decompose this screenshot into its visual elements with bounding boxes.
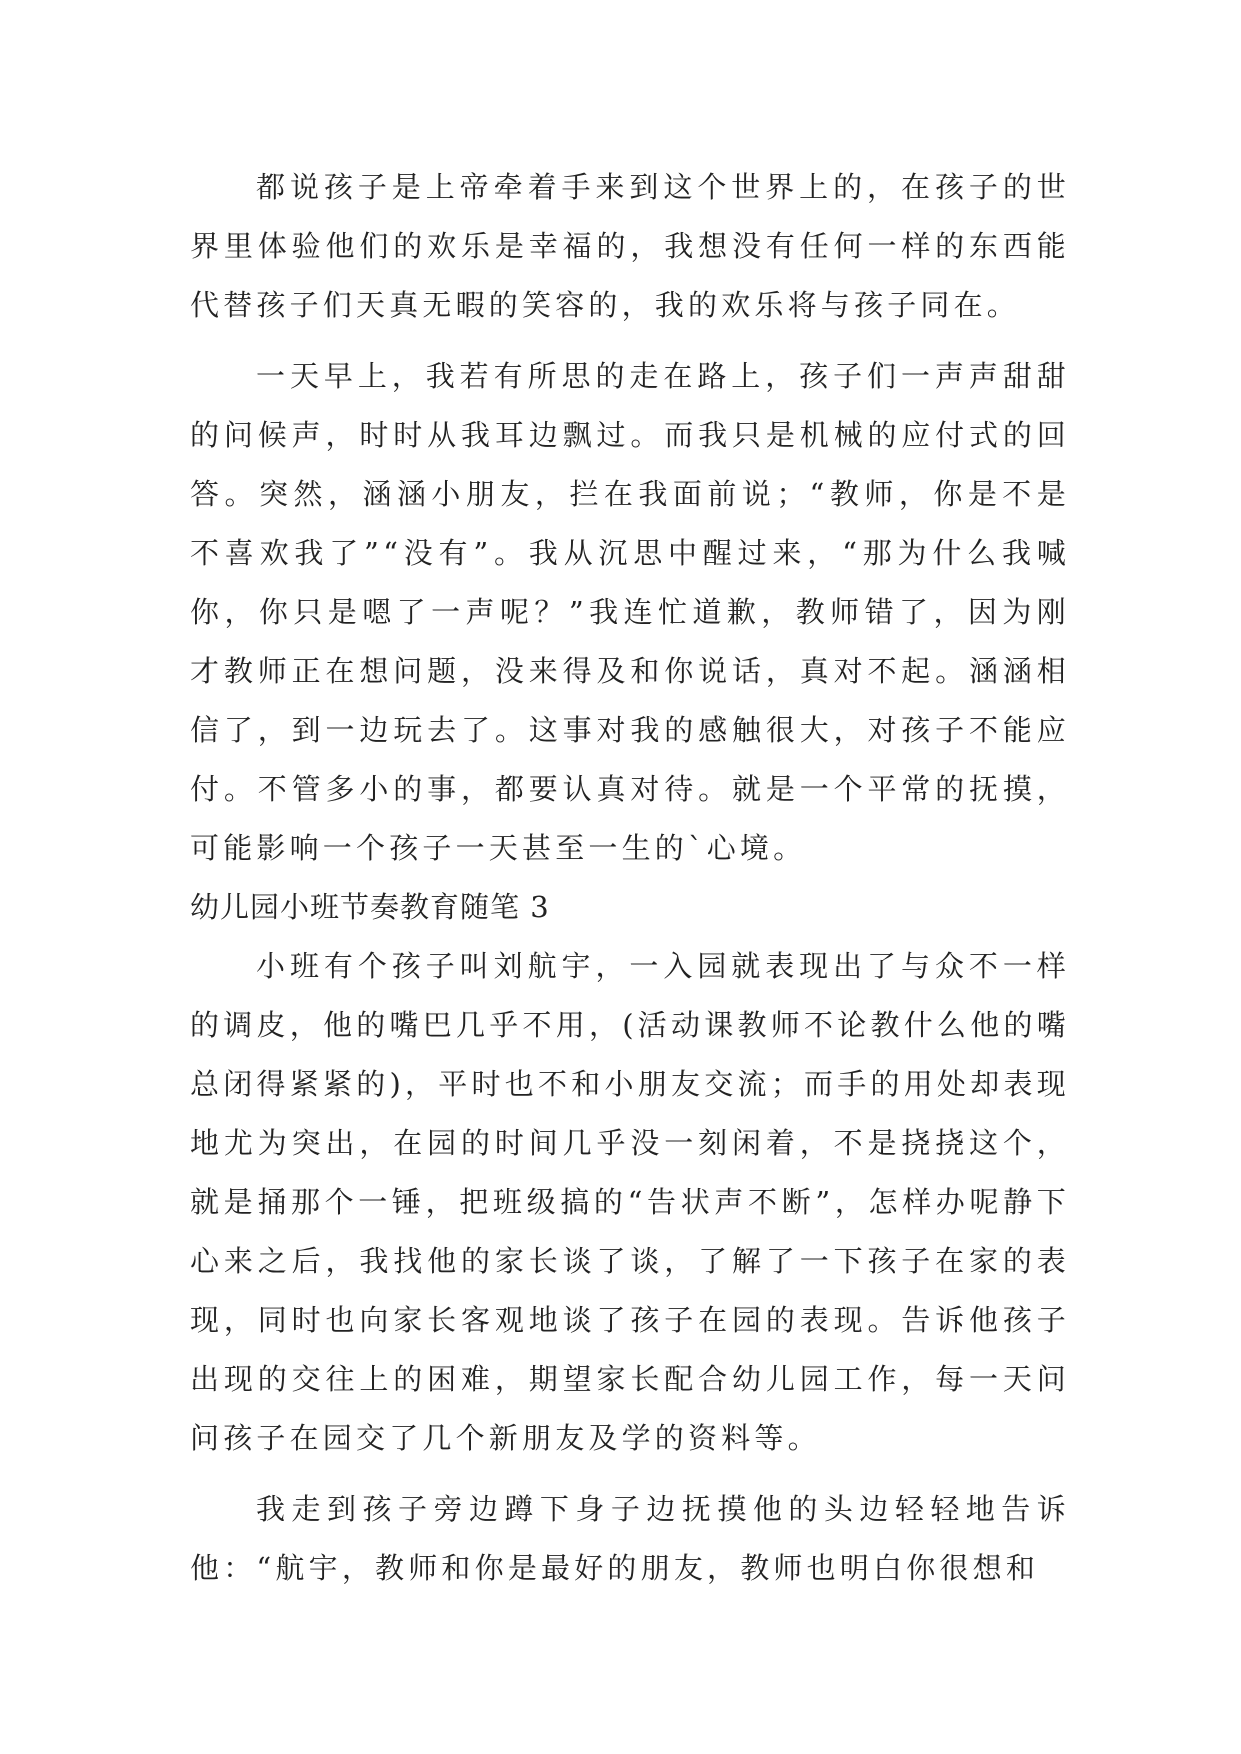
paragraph-4: 我走到孩子旁边蹲下身子边抚摸他的头边轻轻地告诉他：“航宇，教师和你是最好的朋友，教师也明白你很想和 — [190, 1492, 1070, 1585]
paragraph-3: 小班有个孩子叫刘航宇，一入园就表现出了与众不一样的调皮，他的嘴巴几乎不用，(活动课教师不论教什么他的嘴总闭得紧紧的)，平时也不和小朋友交流；而手的用处却表现地尤为突出，在园的时间几乎没一刻闲着，不是挠挠这个，就是捅那个一锤，把班级搞的“告状声不断”，怎样办呢静下心来之后，我找他的家长谈了谈，了解了一下孩子在家的表现，同时也向家长客观地谈了孩子在园的表现。告诉他孩子出现的交往上的困难，期望家长配合幼儿园工作，每一天问问孩子在园交了几个新朋友及学的资料等。 — [190, 949, 1070, 1455]
section-heading: 幼儿园小班节奏教育随笔 3 — [190, 890, 550, 924]
paragraph-1: 都说孩子是上帝牵着手来到这个世界上的，在孩子的世界里体验他们的欢乐是幸福的，我想没有任何一样的东西能代替孩子们天真无暇的笑容的，我的欢乐将与孩子同在。 — [190, 170, 1070, 322]
document-page — [190, 158, 1070, 1598]
paragraph-2: 一天早上，我若有所思的走在路上，孩子们一声声甜甜的问候声，时时从我耳边飘过。而我只是机械的应付式的回答。突然，涵涵小朋友，拦在我面前说；“教师，你是不是不喜欢我了”“没有”。我从沉思中醒过来，“那为什么我喊你，你只是嗯了一声呢？”我连忙道歉，教师错了，因为刚才教师正在想问题，没来得及和你说话，真对不起。涵涵相信了，到一边玩去了。这事对我的感触很大，对孩子不能应付。不管多小的事，都要认真对待。就是一个平常的抚摸，可能影响一个孩子一天甚至一生的`心境。 — [190, 359, 1070, 865]
